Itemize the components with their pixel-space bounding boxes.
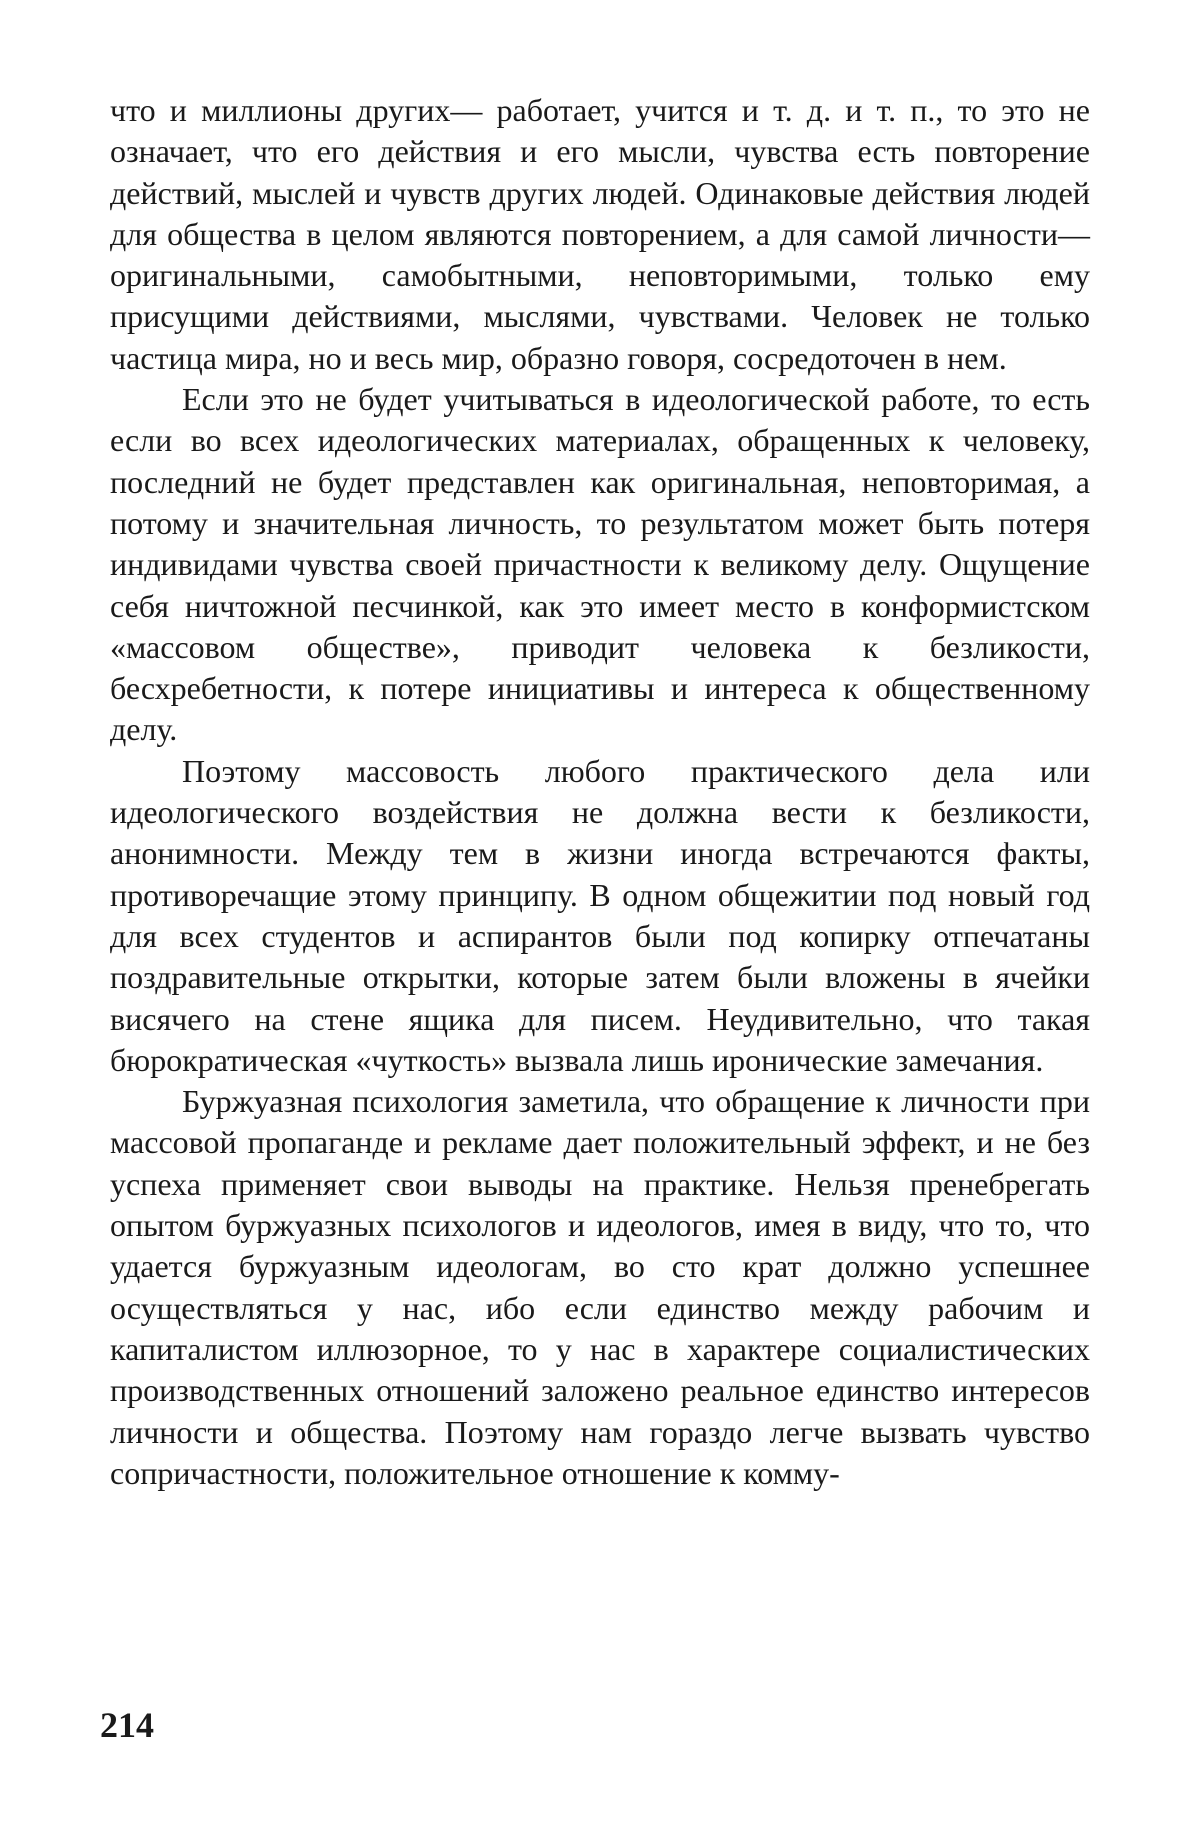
paragraph-2: Если это не будет учитываться в идеологической работе, то есть если во всех идеологических материалах, обращенных к человеку, последний не будет представлен как оригинальная, неповторимая, а потому и значительная личность, то результатом может быть потеря индивидами чувства своей причастности к великому делу. Ощущение себя ничтожной песчинкой, как это имеет место в конформистском «массовом обществе», приводит человека к безликости, бесхребетности, к потере инициативы и интереса к общественному делу. (110, 381, 1090, 748)
page-body-text (110, 90, 1090, 1494)
paragraph-4: Буржуазная психология заметила, что обращение к личности при массовой пропаганде и рекламе дает положительный эффект, и не без успеха применяет свои выводы на практике. Нельзя пренебрегать опытом буржуазных психологов и идеологов, имея в виду, что то, что удается буржуазным идеологам, во сто крат должно успешнее осуществляться у нас, ибо если единство между рабочим и капиталистом иллюзорное, то у нас в характере социалистических производственных отношений заложено реальное единство интересов личности и общества. Поэтому нам гораздо легче вызвать чувство сопричастности, положительное отношение к комму- (110, 1083, 1090, 1491)
paragraph-1: что и миллионы других— работает, учится и т. д. и т. п., то это не означает, что его действия и его мысли, чувства есть повторение действий, мыслей и чувств других людей. Одинаковые действия людей для общества в целом являются повторением, а для самой личности— оригинальными, самобытными, неповторимыми, только ему присущими действиями, мыслями, чувствами. Человек не только частица мира, но и весь мир, образно говоря, сосредоточен в нем. (110, 92, 1090, 376)
page-number: 214 (100, 1705, 154, 1745)
paragraph-3: Поэтому массовость любого практического дела или идеологического воздействия не должна вести к безликости, анонимности. Между тем в жизни иногда встречаются факты, противоречащие этому принципу. В одном общежитии под новый год для всех студентов и аспирантов были под копирку отпечатаны поздравительные открытки, которые затем были вложены в ячейки висячего на стене ящика для писем. Неудивительно, что такая бюрократическая «чуткость» вызвала лишь иронические замечания. (110, 752, 1090, 1078)
